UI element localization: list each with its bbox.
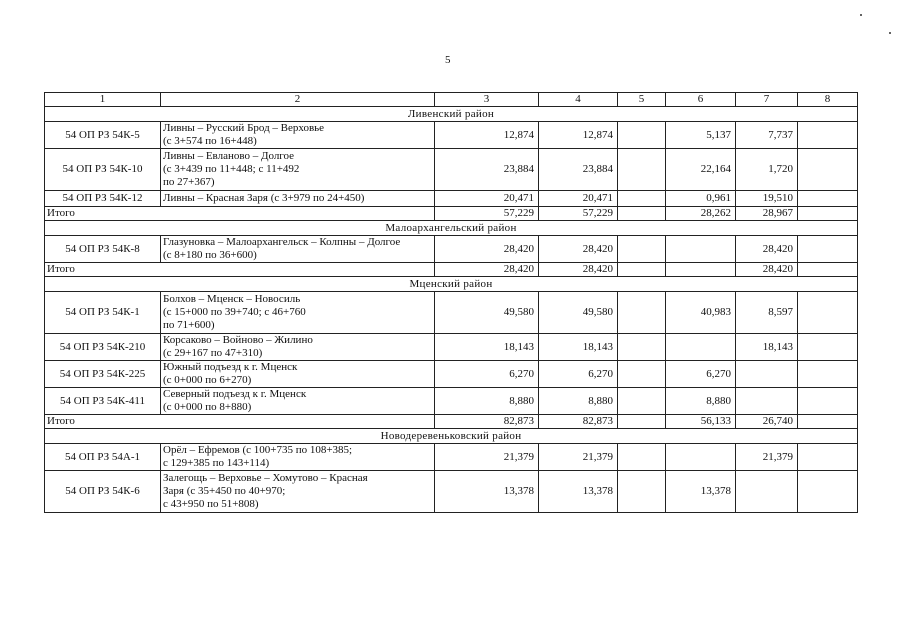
value-col-7: 1,720	[736, 149, 798, 191]
value-col-3: 49,580	[435, 292, 539, 334]
value-col-3: 23,884	[435, 149, 539, 191]
column-header: 4	[539, 93, 618, 107]
table-row	[45, 292, 858, 334]
value-col-3: 18,143	[435, 334, 539, 361]
scan-speck	[889, 32, 891, 34]
value-col-6: 0,961	[666, 191, 736, 207]
value-col-5	[618, 122, 666, 149]
value-col-4: 12,874	[539, 122, 618, 149]
value-col-7: 8,597	[736, 292, 798, 334]
value-col-6: 13,378	[666, 471, 736, 513]
value-col-4: 28,420	[539, 236, 618, 263]
total-value-c6: 28,262	[666, 207, 736, 221]
column-header: 1	[45, 93, 161, 107]
value-col-4: 21,379	[539, 444, 618, 471]
road-name-text: Северный подъезд к г. Мценск (с 0+000 по 8+880)	[163, 388, 307, 413]
value-col-6: 8,880	[666, 388, 736, 415]
table-row	[45, 191, 858, 207]
value-col-3: 28,420	[435, 236, 539, 263]
total-value-c6: 56,133	[666, 415, 736, 429]
total-value-c7: 26,740	[736, 415, 798, 429]
total-value-c8	[798, 263, 858, 277]
road-code: 54 ОП РЗ 54К-10	[45, 149, 161, 191]
value-col-6: 6,270	[666, 361, 736, 388]
total-row	[45, 415, 858, 429]
road-name-text: Южный подъезд к г. Мценск (с 0+000 по 6+270)	[163, 361, 298, 386]
value-col-4: 20,471	[539, 191, 618, 207]
value-col-3: 8,880	[435, 388, 539, 415]
value-col-4: 49,580	[539, 292, 618, 334]
total-value-c4: 28,420	[539, 263, 618, 277]
section-header-row	[45, 429, 858, 444]
value-col-3: 12,874	[435, 122, 539, 149]
road-name	[161, 122, 435, 149]
total-value-c7: 28,967	[736, 207, 798, 221]
page-number: 5	[445, 54, 451, 66]
value-col-6: 22,164	[666, 149, 736, 191]
table-row	[45, 444, 858, 471]
value-col-8	[798, 444, 858, 471]
total-row	[45, 207, 858, 221]
total-value-c4: 57,229	[539, 207, 618, 221]
section-header-row	[45, 107, 858, 122]
value-col-7	[736, 471, 798, 513]
value-col-5	[618, 471, 666, 513]
value-col-5	[618, 292, 666, 334]
road-name	[161, 388, 435, 415]
column-header: 5	[618, 93, 666, 107]
value-col-6	[666, 236, 736, 263]
road-name-text: Ливны – Русский Брод – Верховье (с 3+574 по 16+448)	[163, 122, 325, 147]
value-col-6	[666, 334, 736, 361]
road-name-text: Болхов – Мценск – Новосиль (с 15+000 по 39+740; с 46+760 по 71+600)	[163, 293, 306, 331]
total-value-c3: 28,420	[435, 263, 539, 277]
section-header-row	[45, 277, 858, 292]
value-col-5	[618, 236, 666, 263]
value-col-5	[618, 191, 666, 207]
district-title: Мценский район	[45, 277, 858, 292]
value-col-6	[666, 444, 736, 471]
value-col-7	[736, 361, 798, 388]
value-col-8	[798, 471, 858, 513]
column-header: 2	[161, 93, 435, 107]
value-col-5	[618, 334, 666, 361]
road-code: 54 ОП РЗ 54К-210	[45, 334, 161, 361]
road-name	[161, 292, 435, 334]
value-col-6: 5,137	[666, 122, 736, 149]
road-code: 54 ОП РЗ 54К-8	[45, 236, 161, 263]
road-name	[161, 361, 435, 388]
table-row	[45, 471, 858, 513]
total-label: Итого	[45, 263, 435, 277]
total-value-c5	[618, 415, 666, 429]
table-row	[45, 149, 858, 191]
road-name-text: Залегощь – Верховье – Хомутово – Красная Заря (с 35+450 по 40+970; с 43+950 по 51+808)	[163, 472, 368, 510]
road-name	[161, 149, 435, 191]
road-code: 54 ОП РЗ 54К-6	[45, 471, 161, 513]
column-header-row	[45, 93, 858, 107]
value-col-8	[798, 191, 858, 207]
value-col-8	[798, 334, 858, 361]
total-value-c5	[618, 207, 666, 221]
value-col-7: 21,379	[736, 444, 798, 471]
value-col-3: 13,378	[435, 471, 539, 513]
total-value-c5	[618, 263, 666, 277]
total-value-c7: 28,420	[736, 263, 798, 277]
road-code: 54 ОП РЗ 54К-225	[45, 361, 161, 388]
table-body	[45, 93, 858, 513]
road-name-text: Ливны – Евланово – Долгое (с 3+439 по 11+448; с 11+492 по 27+367)	[163, 150, 300, 188]
total-value-c3: 82,873	[435, 415, 539, 429]
value-col-8	[798, 122, 858, 149]
road-name	[161, 236, 435, 263]
table-row	[45, 361, 858, 388]
section-header-row	[45, 221, 858, 236]
road-code: 54 ОП РЗ 54А-1	[45, 444, 161, 471]
value-col-7: 28,420	[736, 236, 798, 263]
total-value-c8	[798, 207, 858, 221]
road-name-text: Глазуновка – Малоархангельск – Колпны – Долгое (с 8+180 по 36+600)	[163, 236, 401, 261]
value-col-4: 13,378	[539, 471, 618, 513]
road-name-text: Орёл – Ефремов (с 100+735 по 108+385; с 129+385 по 143+114)	[163, 444, 353, 469]
road-name	[161, 471, 435, 513]
value-col-8	[798, 236, 858, 263]
column-header: 8	[798, 93, 858, 107]
road-code: 54 ОП РЗ 54К-1	[45, 292, 161, 334]
value-col-4: 23,884	[539, 149, 618, 191]
total-value-c8	[798, 415, 858, 429]
value-col-8	[798, 361, 858, 388]
total-value-c3: 57,229	[435, 207, 539, 221]
district-title: Малоархангельский район	[45, 221, 858, 236]
road-code: 54 ОП РЗ 54К-5	[45, 122, 161, 149]
value-col-4: 6,270	[539, 361, 618, 388]
road-name	[161, 444, 435, 471]
road-name	[161, 191, 435, 207]
value-col-6: 40,983	[666, 292, 736, 334]
total-value-c6	[666, 263, 736, 277]
value-col-3: 21,379	[435, 444, 539, 471]
roads-table	[44, 92, 858, 513]
column-header: 7	[736, 93, 798, 107]
value-col-4: 18,143	[539, 334, 618, 361]
road-name-text: Корсаково – Войново – Жилино (с 29+167 по 47+310)	[163, 334, 313, 359]
road-name-text: Ливны – Красная Заря (с 3+979 по 24+450)	[163, 192, 365, 204]
value-col-5	[618, 388, 666, 415]
road-code: 54 ОП РЗ 54К-411	[45, 388, 161, 415]
total-label: Итого	[45, 207, 435, 221]
value-col-7: 18,143	[736, 334, 798, 361]
table-row	[45, 122, 858, 149]
value-col-5	[618, 361, 666, 388]
district-title: Ливенский район	[45, 107, 858, 122]
column-header: 3	[435, 93, 539, 107]
total-label: Итого	[45, 415, 435, 429]
value-col-7: 7,737	[736, 122, 798, 149]
table-row	[45, 236, 858, 263]
road-code: 54 ОП РЗ 54К-12	[45, 191, 161, 207]
table-row	[45, 334, 858, 361]
value-col-4: 8,880	[539, 388, 618, 415]
value-col-7: 19,510	[736, 191, 798, 207]
total-value-c4: 82,873	[539, 415, 618, 429]
column-header: 6	[666, 93, 736, 107]
value-col-8	[798, 388, 858, 415]
value-col-5	[618, 444, 666, 471]
district-title: Новодеревеньковский район	[45, 429, 858, 444]
value-col-8	[798, 149, 858, 191]
value-col-5	[618, 149, 666, 191]
value-col-8	[798, 292, 858, 334]
value-col-3: 20,471	[435, 191, 539, 207]
table-row	[45, 388, 858, 415]
value-col-3: 6,270	[435, 361, 539, 388]
road-name	[161, 334, 435, 361]
value-col-7	[736, 388, 798, 415]
total-row	[45, 263, 858, 277]
scan-speck	[860, 14, 862, 16]
